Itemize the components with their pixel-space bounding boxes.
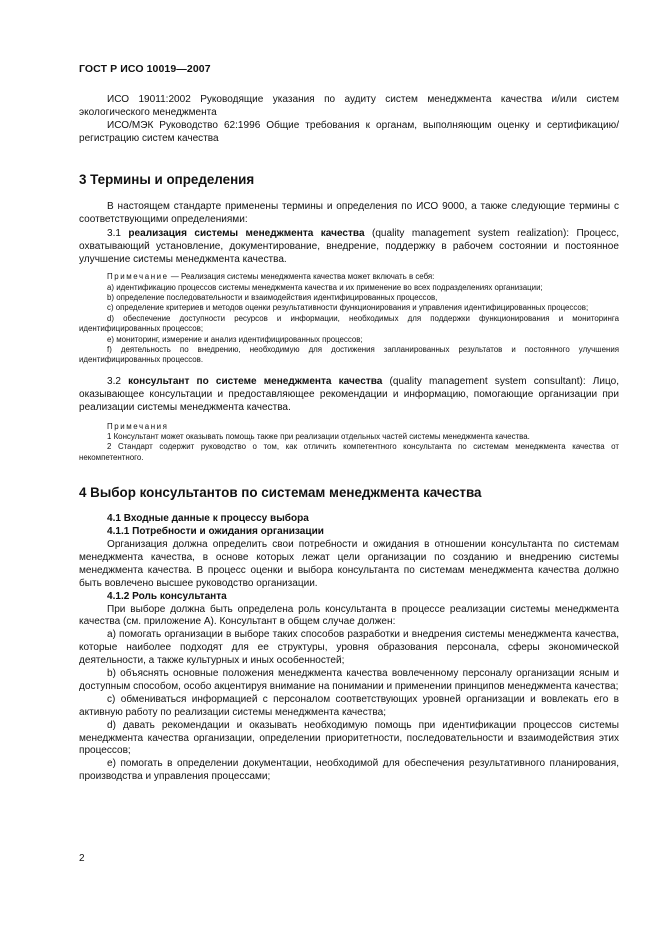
note-3-1-text: — Реализация системы менеджмента качества может включать в себя: xyxy=(168,272,435,282)
consultant-duty-e: e) помогать в определении документации, необходимой для обеспечения результативного планирования, производства и управления процессами; xyxy=(79,758,619,783)
reference-iso-iec-guide-62: ИСО/МЭК Руководство 62:1996 Общие требования к органам, выполняющим оценку и сертификацию/регистрацию систем качества xyxy=(79,119,619,144)
term-3-2 xyxy=(79,376,619,415)
consultant-duty-d: d) давать рекомендации и оказывать необходимую помощь при идентификации процессов системы менеджмента качества организации, определении приоритетности, последовательности и взаимодействия этих процессов; xyxy=(79,719,619,757)
notes-3-2-item-2: 2 Стандарт содержит руководство о том, как отличить компетентного консультанта по системам менеджмента качества от некомпетентного. xyxy=(79,442,619,462)
subsection-4-1-1-text: Организация должна определить свои потребности и ожидания в отношении консультанта по системам менеджмента качества, в основе которых лежат цели организации по созданию и внедрению системы менеджмента качества. В процесс оценки и выбора консультанта по системам менеджмента качества должно быть вовлечено высшее руководство организации. xyxy=(79,538,619,589)
consultant-duty-c: c) обмениваться информацией с персоналом соответствующих уровней организации и вовлекать его в активную работу по реализации системы менеджмента качества; xyxy=(79,693,619,718)
term-3-2-name: консультант по системе менеджмента качества xyxy=(128,375,383,387)
reference-iso-19011: ИСО 19011:2002 Руководящие указания по аудиту систем менеджмента качества и/или систем экологического менеджмента xyxy=(79,94,619,118)
note-3-1-item-d: d) обеспечение доступности ресурсов и информации, необходимых для поддержки функционирования и мониторинга идентифицированных процессов; xyxy=(79,313,619,334)
term-3-2-definition: (quality management system consultant): Лицо, оказывающее консультации и предоставляющее рекомендации и информацию, помогающие организации при реализации системы менеджмента качества. xyxy=(79,375,620,413)
section-4-heading: 4 Выбор консультантов по системам менеджмента качества xyxy=(79,485,482,501)
subsection-4-1-1-heading: 4.1.1 Потребности и ожидания организации xyxy=(107,526,324,538)
note-3-1-item-f: f) деятельность по внедрению, необходимую для достижения запланированных результатов и постоянного улучшения идентифицированных процессов. xyxy=(79,345,619,365)
term-3-2-number: 3.2 xyxy=(107,375,121,387)
term-3-1-name: реализация системы менеджмента качества xyxy=(128,228,365,240)
consultant-duty-b: b) объяснять основные положения менеджмента качества вовлеченному персоналу организации ясным и доступным способом, особо акцентируя внимание на понимании и применении принципов менеджмента качества; xyxy=(79,668,619,692)
consultant-duty-a: a) помогать организации в выборе таких способов разработки и внедрения системы менеджмента качества, которые наиболее подходят для ее структуры, уровня образования персонала, сферы экономической деятельности, а также культурных и иных особенностей; xyxy=(79,629,619,667)
subsection-4-1-heading: 4.1 Входные данные к процессу выбора xyxy=(107,513,309,525)
notes-3-2-item-1: 1 Консультант может оказывать помощь также при реализации отдельных частей системы менеджмента качества. xyxy=(107,431,530,441)
section-3-intro: В настоящем стандарте применены термины и определения по ИСО 9000, а также следующие термины с соответствующими определениями: xyxy=(79,200,619,225)
document-header: ГОСТ Р ИСО 10019—2007 xyxy=(79,63,211,75)
note-3-1-item-b: b) определение последовательности и взаимодействия идентифицированных процессов, xyxy=(107,292,438,302)
subsection-4-1-2-heading: 4.1.2 Роль консультанта xyxy=(107,590,227,602)
term-3-1-definition: (quality management system realization): Процесс, охватывающий установление, документирование, внедрение, поддержку в рабочем состоянии и постоянное улучшение системы менеджмента качества. xyxy=(79,228,619,266)
term-3-1 xyxy=(79,228,619,267)
document-body xyxy=(79,94,619,784)
term-3-1-number: 3.1 xyxy=(107,228,121,240)
page-number: 2 xyxy=(79,853,85,864)
note-3-1-label: Примечание xyxy=(107,272,169,282)
note-3-1-item-a: a) идентификацию процессов системы менеджмента качества и их применение во всех подразделениях организации; xyxy=(107,282,543,292)
notes-3-2-label: Примечания xyxy=(107,421,169,431)
note-3-1 xyxy=(79,272,619,282)
subsection-4-1-2-text: При выборе должна быть определена роль консультанта в процессе реализации системы менеджмента качества (см. приложение А). Консультант в общем случае должен: xyxy=(79,603,619,628)
section-3-heading: 3 Термины и определения xyxy=(79,171,255,187)
note-3-1-item-e: e) мониторинг, измерение и анализ идентифицированных процессов; xyxy=(107,334,363,344)
note-3-1-item-c: c) определение критериев и методов оценки результативности функционирования и управления идентифицированных процессов; xyxy=(107,303,589,313)
